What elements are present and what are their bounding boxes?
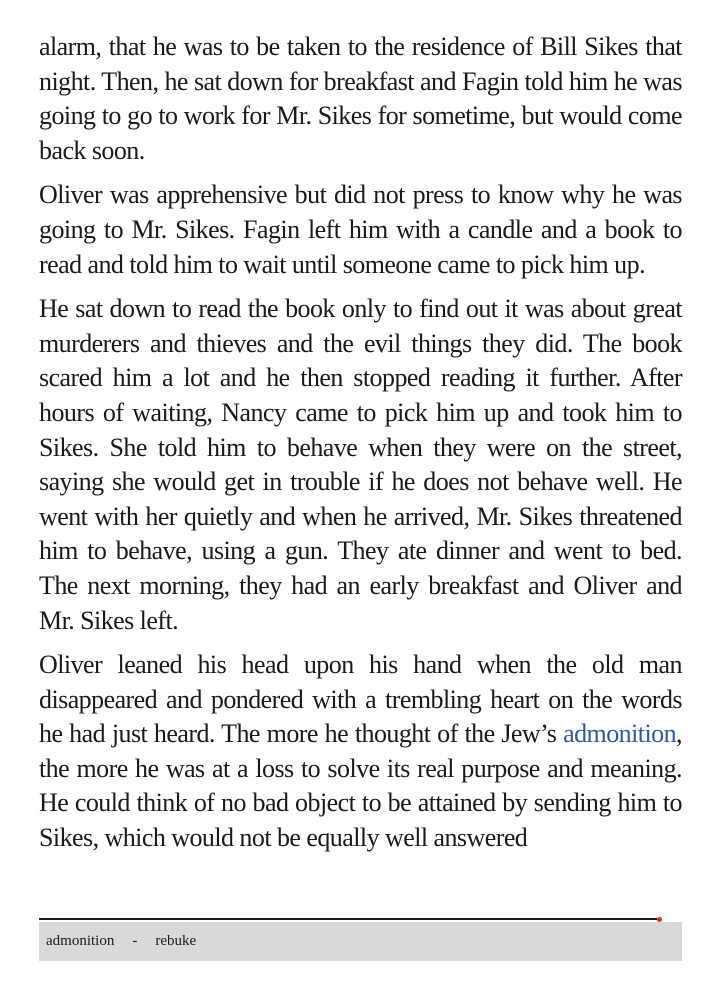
- paragraph-2: Oliver was apprehensive but did not press to know why he was going to Mr. Sikes. Fagin left him with a candle and a book to read and told him to wait until someone came to pick him up.: [39, 180, 682, 279]
- paragraph-3: He sat down to read the book only to find out it was about great murderers and thieves and the evil things they did. The book scared him a lot and he then stopped reading it further. After hours of waiting, Nancy came to pick him up and took him to Sikes. She told him to behave when they were on the street, saying she would get in trouble if he does not behave well. He went with her quietly and when he arrived, Mr. Sikes threatened him to behave, using a gun. They ate dinner and went to bed. The next morning, they had an early breakfast and Oliver and Mr. Sikes left.: [39, 294, 682, 635]
- glossary-box: [39, 922, 682, 961]
- divider-line: [39, 918, 657, 920]
- glossary-separator: -: [132, 933, 138, 949]
- page-body: [39, 30, 682, 866]
- paragraph-1: alarm, that he was to be taken to the residence of Bill Sikes that night. Then, he sat down for breakfast and Fagin told him he was going to go to work for Mr. Sikes for sometime, but would come back soon.: [39, 32, 682, 165]
- paragraph-4-text-before: Oliver leaned his head upon his hand when the old man disappeared and pondered with a trembling heart on the words he had just heard. The more he thought of the Jew’s: [39, 650, 682, 749]
- glossary-term: admonition: [46, 933, 115, 949]
- paragraph-4-text-after: , the more he was at a loss to solve its real purpose and meaning. He could think of no bad object to be attained by sending him to Sikes, which would not be equally well answered: [39, 719, 682, 853]
- vocab-word-highlight: admonition: [563, 719, 677, 749]
- glossary-definition: rebuke: [155, 933, 197, 949]
- footnote-divider: [39, 917, 660, 921]
- paragraph-4: [39, 648, 682, 856]
